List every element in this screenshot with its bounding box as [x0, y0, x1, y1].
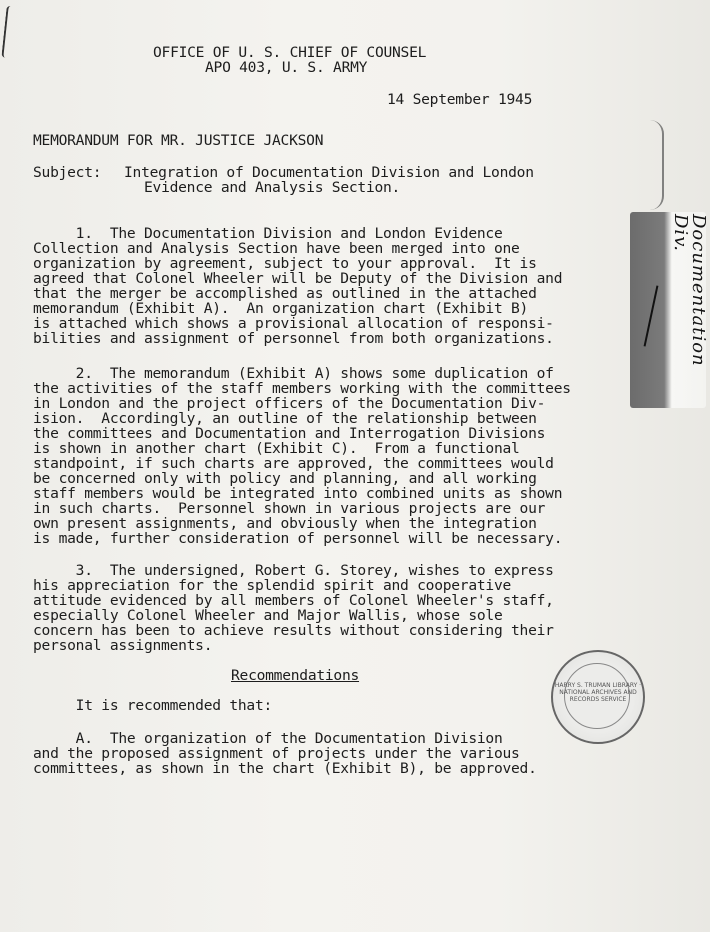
paragraph-2-line: the committees and Documentation and Interrogation Divisions — [33, 425, 546, 442]
stamp-text: HARRY S. TRUMAN LIBRARY · NATIONAL ARCHIVES AND RECORDS SERVICE — [554, 682, 642, 703]
tab-handwriting: Documentation Div. — [670, 214, 709, 367]
subject-line: Integration of Documentation Division and London — [124, 164, 534, 181]
margin-pencil-mark — [1, 6, 16, 59]
paragraph-1-line: Collection and Analysis Section have been merged into one — [33, 240, 520, 257]
paragraph-3-line: his appreciation for the splendid spirit and cooperative — [33, 577, 512, 594]
paragraph-1-line: that the merger be accomplished as outlined in the attached — [33, 285, 537, 302]
paragraph-2-line: staff members would be integrated into combined units as shown — [33, 485, 563, 502]
paragraph-2-line: own present assignments, and obviously when the integration — [33, 515, 537, 532]
paragraph-3-line: especially Colonel Wheeler and Major Wallis, whose sole — [33, 607, 503, 624]
recommendations-heading: Recommendations — [231, 667, 360, 684]
paragraph-1-line: is attached which shows a provisional allocation of responsi- — [33, 315, 554, 332]
recommendation-a-line: committees, as shown in the chart (Exhibit B), be approved. — [33, 760, 537, 777]
paragraph-2-line: standpoint, if such charts are approved, the committees would — [33, 455, 554, 472]
paragraph-1-line: memorandum (Exhibit A). An organization chart (Exhibit B) — [33, 300, 529, 317]
recommendation-intro: It is recommended that: — [33, 697, 273, 714]
paragraph-3-line: personal assignments. — [33, 637, 213, 654]
paragraph-2-line: ision. Accordingly, an outline of the relationship between — [33, 410, 537, 427]
paragraph-1-line: agreed that Colonel Wheeler will be Deputy of the Division and — [33, 270, 563, 287]
margin-curve-mark — [648, 120, 664, 210]
paragraph-2-line: in such charts. Personnel shown in various projects are our — [33, 500, 546, 517]
paragraph-2-line: is shown in another chart (Exhibit C). From a functional — [33, 440, 520, 457]
paragraph-2-line: 2. The memorandum (Exhibit A) shows some duplication of — [33, 365, 554, 382]
date-line: 14 September 1945 — [387, 91, 533, 108]
paragraph-2-line: in London and the project officers of the Documentation Div- — [33, 395, 546, 412]
paragraph-3-line: attitude evidenced by all members of Colonel Wheeler's staff, — [33, 592, 554, 609]
paragraph-3-line: concern has been to achieve results without considering their — [33, 622, 554, 639]
subject-label: Subject: — [33, 164, 102, 181]
apo-line: APO 403, U. S. ARMY — [205, 59, 368, 76]
subject-line: Evidence and Analysis Section. — [144, 179, 401, 196]
paragraph-2-line: be concerned only with policy and planning, and all working — [33, 470, 537, 487]
paragraph-2-line: is made, further consideration of personnel will be necessary. — [33, 530, 563, 547]
office-line: OFFICE OF U. S. CHIEF OF COUNSEL — [153, 44, 427, 61]
memo-recipient: MEMORANDUM FOR MR. JUSTICE JACKSON — [33, 132, 324, 149]
paragraph-2-line: the activities of the staff members working with the committees — [33, 380, 571, 397]
paragraph-1-line: 1. The Documentation Division and London Evidence — [33, 225, 503, 242]
library-stamp — [551, 650, 645, 744]
paragraph-1-line: organization by agreement, subject to your approval. It is — [33, 255, 537, 272]
recommendation-a-line: and the proposed assignment of projects under the various — [33, 745, 520, 762]
recommendation-a-line: A. The organization of the Documentation Division — [33, 730, 503, 747]
paragraph-3-line: 3. The undersigned, Robert G. Storey, wishes to express — [33, 562, 554, 579]
paragraph-1-line: bilities and assignment of personnel from both organizations. — [33, 330, 554, 347]
